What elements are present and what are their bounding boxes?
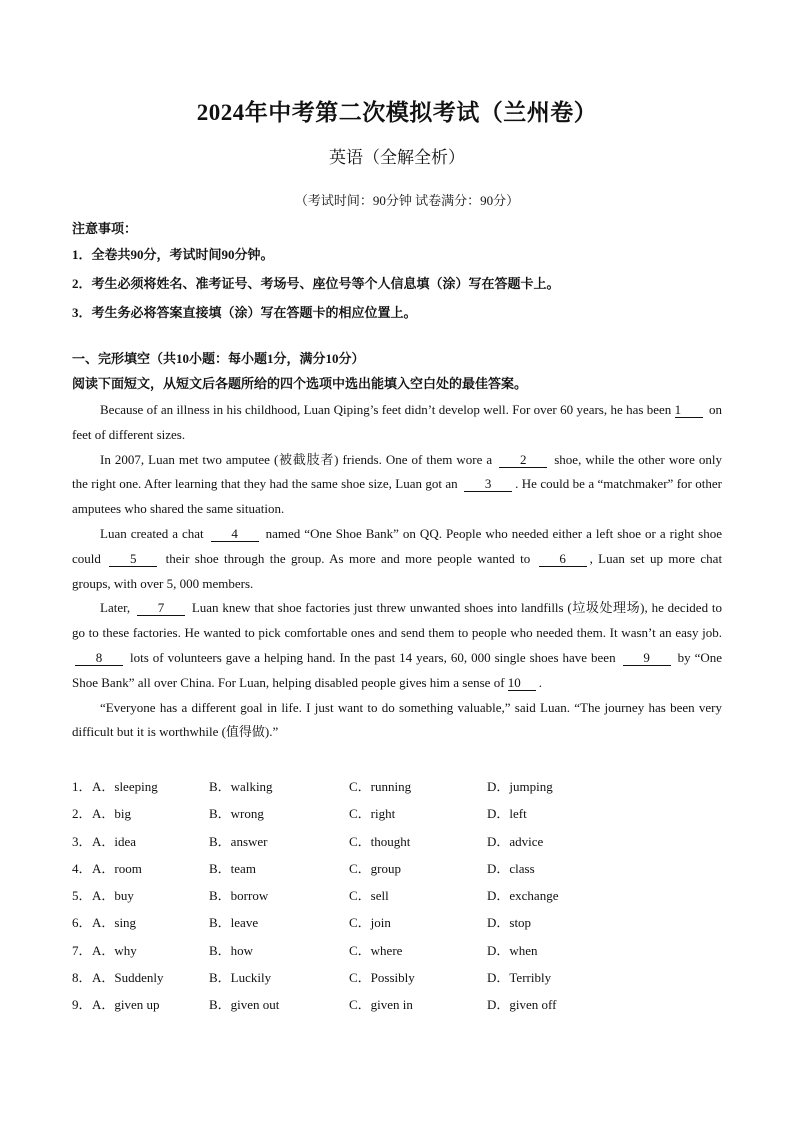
- passage-paragraph: [72, 522, 722, 596]
- blank-2: 2: [499, 453, 547, 468]
- option-row: [72, 855, 722, 882]
- blank-10: 10: [508, 676, 536, 691]
- notice-item: 2．考生必须将姓名、准考证号、考场号、座位号等个人信息填（涂）写在答题卡上。: [72, 276, 560, 291]
- passage-paragraph: [72, 398, 722, 448]
- passage-text: lots of volunteers gave a helping hand. In the past 14 years, 60, 000 single shoes have been: [130, 649, 616, 665]
- option-c: C．given in: [349, 997, 413, 1013]
- option-b: B．wrong: [209, 806, 264, 822]
- passage-text: Luan created a chat: [100, 525, 204, 541]
- blank-3: 3: [464, 477, 512, 492]
- option-c: C．right: [349, 806, 396, 822]
- passage-text: , Luan set up more chat groups, with over 5, 000 members.: [72, 550, 723, 591]
- option-c: C．group: [349, 860, 402, 876]
- option-row: [72, 800, 722, 827]
- passage-text: on feet of different sizes.: [72, 402, 723, 442]
- question-number: 8．: [72, 970, 92, 986]
- option-d: D．when: [487, 942, 538, 958]
- blank-7: 7: [137, 601, 185, 616]
- option-row: [72, 882, 722, 909]
- option-row: [72, 828, 722, 855]
- option-d: D．stop: [487, 915, 532, 931]
- option-b: B．team: [209, 860, 256, 876]
- option-d: D．advice: [487, 833, 544, 849]
- option-d: D．jumping: [487, 779, 553, 794]
- section-instruction: 阅读下面短文，从短文后各题所给的四个选项中选出能填入空白处的最佳答案。: [72, 376, 528, 391]
- option-a: A．Suddenly: [92, 970, 164, 986]
- question-number: 5．: [72, 888, 92, 904]
- option-row: [72, 937, 722, 964]
- option-c: C．sell: [349, 888, 389, 904]
- option-b: B．answer: [209, 833, 268, 849]
- option-c: C．thought: [349, 833, 411, 849]
- passage-text: . He could be a “matchmaker” for other amputees who shared the same situation.: [72, 476, 722, 517]
- notice-heading: 注意事项：: [72, 221, 138, 236]
- option-a: A．given up: [92, 997, 160, 1013]
- option-a: A．why: [92, 942, 137, 958]
- notice-item: 3．考生务必将答案直接填（涂）写在答题卡的相应位置上。: [72, 305, 417, 320]
- option-d: D．Terribly: [487, 970, 552, 986]
- passage-text: by “One Shoe Bank” all over China. For Luan, helping disabled people gives him a sense of: [72, 649, 722, 690]
- option-a: A．sleeping: [92, 779, 158, 794]
- notice-section: [72, 218, 732, 327]
- question-number: 1．: [72, 779, 92, 794]
- option-row: [72, 909, 722, 936]
- option-a: A．buy: [92, 888, 134, 904]
- question-number: 7．: [72, 942, 92, 958]
- passage-text: shoe, while the other wore only the right one. After learning that they had the same shoe size, Luan got an: [72, 451, 723, 492]
- option-a: A．sing: [92, 915, 137, 931]
- option-c: C．where: [349, 942, 403, 958]
- option-b: B．how: [209, 942, 254, 958]
- blank-9: 9: [623, 651, 671, 666]
- option-d: D．class: [487, 860, 535, 876]
- exam-info: （考试时间：90分钟 试卷满分：90分）: [294, 193, 520, 208]
- question-number: 3．: [72, 833, 92, 849]
- option-b: B．walking: [209, 779, 273, 794]
- option-b: B．Luckily: [209, 970, 272, 986]
- option-d: D．given off: [487, 997, 557, 1013]
- page-title: 2024年中考第二次模拟考试（兰州卷）: [196, 100, 598, 125]
- option-row: [72, 773, 722, 800]
- option-c: C．Possibly: [349, 970, 415, 986]
- option-c: C．running: [349, 779, 412, 794]
- passage-text: In 2007, Luan met two amputee (被截肢者) friends. One of them wore a: [100, 451, 493, 467]
- cloze-section: [72, 347, 722, 745]
- question-number: 4．: [72, 860, 92, 876]
- passage-text: their shoe through the group. As more and more people wanted to: [165, 550, 531, 566]
- passage-text: named “One Shoe Bank” on QQ. People who needed either a left shoe or a right shoe could: [72, 525, 723, 566]
- passage-paragraph: [72, 596, 722, 695]
- option-d: D．left: [487, 806, 527, 822]
- passage-text: Later,: [100, 600, 131, 616]
- blank-8: 8: [75, 651, 123, 666]
- question-number: 2．: [72, 806, 92, 822]
- passage-text: .: [538, 674, 543, 690]
- option-row: [72, 964, 722, 991]
- blank-4: 4: [211, 527, 259, 542]
- option-row: [72, 991, 722, 1018]
- blank-1: 1: [675, 403, 703, 418]
- option-a: A．room: [92, 860, 142, 876]
- answer-options: [72, 773, 722, 1019]
- question-number: 6．: [72, 915, 92, 931]
- option-a: A．big: [92, 806, 132, 822]
- section-heading: 一、完形填空（共10小题：每小题1分，满分10分）: [72, 351, 365, 366]
- passage-paragraph: [72, 448, 722, 522]
- option-b: B．borrow: [209, 888, 269, 904]
- page-subtitle: 英语（全解全析）: [329, 148, 465, 167]
- notice-item: 1．全卷共90分，考试时间90分钟。: [72, 247, 274, 262]
- option-c: C．join: [349, 915, 391, 931]
- passage-paragraph: “Everyone has a different goal in life. I just want to do something valuable,” said Luan. “The journey has been very difficult but it is worthwhile (值得做).”: [72, 699, 722, 740]
- option-d: D．exchange: [487, 888, 559, 904]
- option-b: B．given out: [209, 997, 280, 1013]
- passage-text: Luan knew that shoe factories just threw unwanted shoes into landfills (垃圾处理场), he decided to go to these factories. He wanted to pick comfortable ones and send them to people who needed them. It wasn’t an easy job.: [72, 600, 723, 641]
- question-number: 9．: [72, 997, 92, 1013]
- blank-5: 5: [109, 552, 157, 567]
- cloze-passage: [72, 398, 722, 745]
- option-b: B．leave: [209, 915, 259, 931]
- passage-text: Because of an illness in his childhood, Luan Qiping’s feet didn’t develop well. For over 60 years, he has been: [100, 402, 672, 417]
- option-a: A．idea: [92, 833, 137, 849]
- blank-6: 6: [539, 552, 587, 567]
